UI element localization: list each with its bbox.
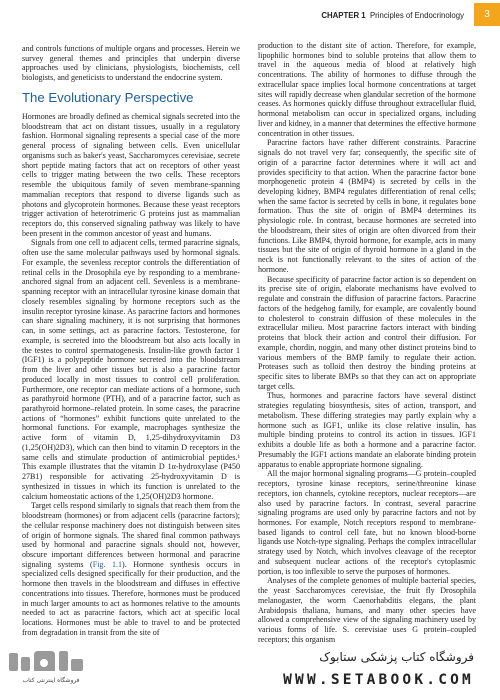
chapter-label: CHAPTER 1 [321,11,366,20]
store-watermark-footer [0,646,500,700]
chapter-title: Principles of Endocrinology [369,11,464,20]
body-paragraph: production to the distant site of action. Therefore, for example, lipophilic hormones bind to soluble proteins that allow them to travel in the aqueous media of blood at relatively high concentrations. The ability of hormones to diffuse through the extracellular space implies local hormone concentrations at target sites will rapidly decrease when glandular secretion of the hormone ceases. As hormones quickly diffuse throughout extracellular fluid, hormonal metabolism can occur in specialized organs, including liver and kidney, in a manner that determines the effective hormone concentration in other tissues. [258,41,476,138]
section-heading: The Evolutionary Perspective [22,89,194,105]
body-paragraph: Because specificity of paracrine factor action is so dependent on its precise site of origin, elaborate mechanisms have evolved to regulate and constrain the diffusion of paracrine factors. Paracrine factors of the hedgehog family, for example, are covalently bound to cholesterol to constrain diffusion of these molecules in the extracellular milieu. Most paracrine factors interact with binding proteins that block their action and control their diffusion. For example, chordin, noggin, and many other distinct proteins bind to various members of the BMP family to regulate their action. Proteases such as tolloid then destroy the binding proteins at specific sites to liberate BMPs so that they can act on appropriate target cells. [258,274,476,391]
body-paragraph: Hormones are broadly defined as chemical signals secreted into the bloodstream that act on distant tissues, usually in a regulatory fashion. Hormonal signaling represents a special case of the more general process of signaling between cells. Even unicellular organisms such as baker's yeast, Saccharomyces cerevisiae, secrete short peptide mating factors that act on receptors of other yeast cells to trigger mating between the two cells. These receptors resemble the ubiquitous family of seven membrane-spanning mammalian receptors that respond to diverse ligands such as photons and glycoprotein hormones. Because these yeast receptors trigger activation of heterotrimeric G proteins just as mammalian receptors do, this conserved signaling pathway was likely to have been present in the common ancestor of yeast and humans. [22,111,240,238]
body-paragraph: Signals from one cell to adjacent cells, termed paracrine signals, often use the same molecular pathways used by hormonal signals. For example, the sevenless receptor controls the differentiation of retinal cells in the Drosophila eye by responding to a membrane-anchored signal from an adjacent cell. Sevenless is a membrane-spanning receptor with an intracellular tyrosine kinase domain that closely resembles signaling by hormone receptors such as the insulin receptor tyrosine kinase. As paracrine factors and hormones can share signaling machinery, it is not surprising that hormones can, in some settings, act as paracrine factors. Testosterone, for example, is secreted into the bloodstream but also acts locally in the testes to control spermatogenesis. Insulin-like growth factor 1 (IGF1) is a polypeptide hormone secreted into the bloodstream from the liver and other tissues but is also a paracrine factor produced locally in most tissues to control cell proliferation. Furthermore, one receptor can mediate actions of a hormone, such as parathyroid hormone (PTH), and of a paracrine factor, such as parathyroid hormone–related protein. In some cases, the paracrine actions of “hormones” exhibit functions quite unrelated to the hormonal functions. For example, macrophages synthesize the active form of vitamin D, 1,25-dihydroxyvitamin D3 (1,25(OH)2D3), which can then bind to vitamin D receptors in the same cells and stimulate production of antimicrobial peptides.¹ This example illustrates that the vitamin D 1α-hydroxylase (P450 27B1) responsible for activating 25-hydroxyvitamin D is synthesized in tissues in which its function is unrelated to the calcium homeostatic actions of the 1,25(OH)2D3 hormone. [22,238,240,501]
left-column [22,44,240,638]
paragraph-text: ). Hormone synthesis occurs in specialized cells designed specifically for their production, and the hormone then travels in the bloodstream and diffuses in effective concentrations into tissues. Therefore, hormones must be produced in much larger amounts to act as hormones relative to the amounts needed to act as paracrine factors, which act at specific local locations. Hormones must be able to travel to and be protected from degradation in transit from the site of [22,559,240,637]
page-number: 3 [474,3,500,26]
setabook-logo [7,647,87,695]
body-paragraph [22,501,240,637]
body-paragraph: All the major hormonal signaling programs—G protein–coupled receptors, tyrosine kinase receptors, serine/threonine kinase receptors, ion channels, cytokine receptors, nuclear receptors—are also used by paracrine factors. In contrast, several paracrine signaling programs are used only by paracrine factors and not by hormones. For example, Notch receptors respond to membrane-based ligands to control cell fate, but no known blood-borne ligands use Notch-type signaling. Perhaps the complex intracellular strategy used by Notch, which involves cleavage of the receptor and subsequent nuclear actions of the receptor's cytoplasmic portion, is too inflexible to serve the purposes of hormones. [258,469,476,576]
logo-tagline: فروشگاه اینترنتی کتاب [22,677,80,684]
body-paragraph: Analyses of the complete genomes of multiple bacterial species, the yeast Saccharomyces cerevisiae, the fruit fly Drosophila melanogaster, the worm Caenorhabditis elegans, the plant Arabidopsis thaliana, humans, and many other species have allowed a comprehensive view of the signaling machinery used by various forms of life. S. cerevisiae uses G protein–coupled receptors; this organism [258,576,476,644]
body-paragraph: Thus, hormones and paracrine factors have several distinct strategies regulating biosynthesis, sites of action, transport, and metabolism. These differing strategies may partly explain why a hormone such as IGF1, unlike its close relative insulin, has multiple binding proteins to control its action in tissues. IGF1 exhibits a double life as both a hormone and a paracrine factor. Presumably the IGF1 actions mandate an elaborate binding protein apparatus to enable appropriate hormone signaling. [258,391,476,469]
store-name: فروشگاه کتاب پزشکی ستابوک [319,650,474,664]
paragraph-text: Target cells respond similarly to signals that reach them from the bloodstream (hormones) or from adjacent cells (paracrine factors); the cellular response machinery does not distinguish between sites of origin of hormone signals. The shared final common pathways used by hormonal and paracrine signals should not, however, obscure important differences between hormonal and paracrine signaling systems ( [22,501,240,569]
store-url: WWW.SETABOOK.COM [283,672,474,688]
running-head [321,11,464,20]
body-paragraph: Paracrine factors have rather different constraints. Paracrine signals do not travel very far; consequently, the specific site of origin of a paracrine factor determines where it will act and provides specificity to that action. When the paracrine factor bone morphogenetic protein 4 (BMP4) is secreted by cells in the developing kidney, BMP4 regulates differentiation of renal cells; when the same factor is secreted by cells in bone, it regulates bone formation. Thus the site of origin of BMP4 determines its physiologic role. In contrast, because hormones are secreted into the bloodstream, their sites of origin are often divorced from their functions. Like BMP4, thyroid hormone, for example, acts in many tissues but the site of origin of thyroid hormone in a gland in the neck is not functionally relevant to the sites of action of the hormone. [258,138,476,274]
figure-reference-link[interactable]: Fig. 1.1 [92,559,123,569]
page-header [0,0,500,26]
setabook-logo-icon [7,647,87,677]
intro-paragraph: and controls functions of multiple organs and processes. Herein we survey general themes and principles that underpin diverse approaches used by clinicians, physiologists, biochemists, cell biologists, and geneticists to understand the endocrine system. [22,44,240,83]
right-column [258,41,476,645]
